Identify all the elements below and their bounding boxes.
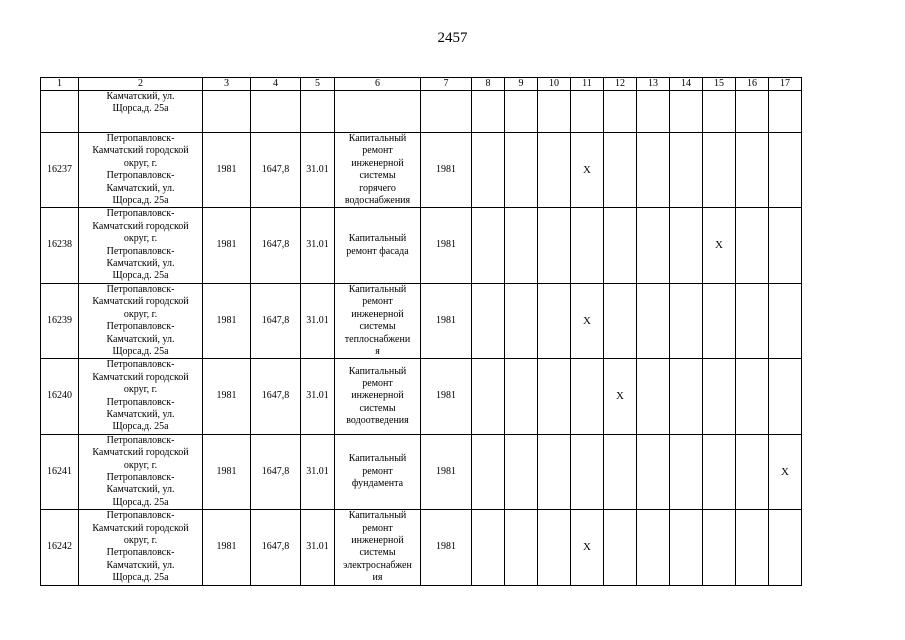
column-number-5: 5: [301, 78, 335, 91]
column-number-14: 14: [670, 78, 703, 91]
table-row: [41, 359, 802, 434]
category-code: 31.01: [301, 133, 335, 208]
table-row: [41, 208, 802, 283]
mark-cell-col-14: [670, 208, 703, 283]
cell-empty: [335, 91, 421, 133]
mark-cell-col-14: [670, 133, 703, 208]
column-number-10: 10: [538, 78, 571, 91]
mark-cell-col-10: [538, 434, 571, 509]
floor-area: 1647,8: [251, 133, 301, 208]
row-number: 16239: [41, 283, 79, 358]
register-body: [41, 78, 802, 586]
cell-empty: [41, 91, 79, 133]
mark-cell-col-16: [736, 434, 769, 509]
build-year: 1981: [203, 208, 251, 283]
address-cell: Петропавловск- Камчатский городской округ, г. Петропавловск- Камчатский, ул. Щорса,д. 25а: [79, 133, 203, 208]
mark-cell-col-17: [769, 283, 802, 358]
cell-empty: [571, 91, 604, 133]
mark-cell-col-12: X: [604, 359, 637, 434]
mark-cell-col-9: [505, 133, 538, 208]
mark-cell-col-8: [472, 359, 505, 434]
mark-cell-col-16: [736, 208, 769, 283]
work-type: Капитальный ремонт инженерной системы горячего водоснабжения: [335, 133, 421, 208]
cell-empty: [472, 91, 505, 133]
work-type: Капитальный ремонт фасада: [335, 208, 421, 283]
floor-area: 1647,8: [251, 434, 301, 509]
mark-cell-col-9: [505, 359, 538, 434]
category-code: 31.01: [301, 208, 335, 283]
mark-cell-col-8: [472, 133, 505, 208]
cell-empty: [769, 91, 802, 133]
plan-year: 1981: [421, 434, 472, 509]
continuation-row: [41, 91, 802, 133]
mark-cell-col-15: X: [703, 208, 736, 283]
column-number-4: 4: [251, 78, 301, 91]
mark-cell-col-13: [637, 359, 670, 434]
column-number-17: 17: [769, 78, 802, 91]
row-number: 16242: [41, 510, 79, 585]
mark-cell-col-10: [538, 208, 571, 283]
cell-empty: [736, 91, 769, 133]
plan-year: 1981: [421, 283, 472, 358]
table-row: [41, 510, 802, 585]
mark-cell-col-17: [769, 510, 802, 585]
cell-empty: [604, 91, 637, 133]
mark-cell-col-17: [769, 208, 802, 283]
work-type: Капитальный ремонт инженерной системы теплоснабжени я: [335, 283, 421, 358]
plan-year: 1981: [421, 208, 472, 283]
mark-cell-col-15: [703, 434, 736, 509]
mark-cell-col-13: [637, 208, 670, 283]
work-type: Капитальный ремонт инженерной системы водоотведения: [335, 359, 421, 434]
mark-cell-col-10: [538, 283, 571, 358]
mark-cell-col-12: [604, 208, 637, 283]
repair-register-table: [40, 77, 802, 586]
mark-cell-col-13: [637, 510, 670, 585]
mark-cell-col-9: [505, 510, 538, 585]
mark-cell-col-16: [736, 133, 769, 208]
mark-cell-col-10: [538, 359, 571, 434]
page-number: 2457: [437, 30, 468, 46]
category-code: 31.01: [301, 283, 335, 358]
mark-cell-col-15: [703, 283, 736, 358]
mark-cell-col-17: X: [769, 434, 802, 509]
mark-cell-col-8: [472, 510, 505, 585]
build-year: 1981: [203, 359, 251, 434]
column-number-16: 16: [736, 78, 769, 91]
mark-cell-col-14: [670, 434, 703, 509]
mark-cell-col-14: [670, 283, 703, 358]
mark-cell-col-9: [505, 434, 538, 509]
cell-empty: [703, 91, 736, 133]
mark-cell-col-8: [472, 283, 505, 358]
address-cell: Петропавловск- Камчатский городской округ, г. Петропавловск- Камчатский, ул. Щорса,д. 25а: [79, 510, 203, 585]
column-number-15: 15: [703, 78, 736, 91]
cell-empty: [670, 91, 703, 133]
build-year: 1981: [203, 510, 251, 585]
cell-empty: [203, 91, 251, 133]
address-cell: Камчатский, ул. Щорса,д. 25а: [79, 91, 203, 133]
mark-cell-col-9: [505, 283, 538, 358]
floor-area: 1647,8: [251, 510, 301, 585]
address-cell: Петропавловск- Камчатский городской округ, г. Петропавловск- Камчатский, ул. Щорса,д. 25а: [79, 434, 203, 509]
mark-cell-col-14: [670, 359, 703, 434]
cell-empty: [505, 91, 538, 133]
address-cell: Петропавловск- Камчатский городской округ, г. Петропавловск- Камчатский, ул. Щорса,д. 25а: [79, 208, 203, 283]
category-code: 31.01: [301, 510, 335, 585]
mark-cell-col-11: X: [571, 510, 604, 585]
mark-cell-col-12: [604, 434, 637, 509]
floor-area: 1647,8: [251, 283, 301, 358]
mark-cell-col-12: [604, 510, 637, 585]
column-number-row: [41, 78, 802, 91]
mark-cell-col-13: [637, 133, 670, 208]
mark-cell-col-13: [637, 283, 670, 358]
work-type: Капитальный ремонт фундамента: [335, 434, 421, 509]
cell-empty: [421, 91, 472, 133]
mark-cell-col-13: [637, 434, 670, 509]
cell-empty: [538, 91, 571, 133]
address-cell: Петропавловск- Камчатский городской округ, г. Петропавловск- Камчатский, ул. Щорса,д. 25а: [79, 359, 203, 434]
table-row: [41, 133, 802, 208]
plan-year: 1981: [421, 133, 472, 208]
mark-cell-col-15: [703, 359, 736, 434]
build-year: 1981: [203, 434, 251, 509]
mark-cell-col-11: X: [571, 133, 604, 208]
mark-cell-col-16: [736, 359, 769, 434]
mark-cell-col-8: [472, 208, 505, 283]
mark-cell-col-11: [571, 359, 604, 434]
column-number-9: 9: [505, 78, 538, 91]
mark-cell-col-17: [769, 359, 802, 434]
floor-area: 1647,8: [251, 208, 301, 283]
table-row: [41, 283, 802, 358]
mark-cell-col-9: [505, 208, 538, 283]
mark-cell-col-16: [736, 510, 769, 585]
mark-cell-col-11: [571, 208, 604, 283]
mark-cell-col-15: [703, 510, 736, 585]
mark-cell-col-16: [736, 283, 769, 358]
mark-cell-col-11: [571, 434, 604, 509]
build-year: 1981: [203, 283, 251, 358]
build-year: 1981: [203, 133, 251, 208]
column-number-2: 2: [79, 78, 203, 91]
column-number-6: 6: [335, 78, 421, 91]
mark-cell-col-15: [703, 133, 736, 208]
plan-year: 1981: [421, 359, 472, 434]
mark-cell-col-10: [538, 133, 571, 208]
row-number: 16240: [41, 359, 79, 434]
column-number-3: 3: [203, 78, 251, 91]
cell-empty: [637, 91, 670, 133]
address-cell: Петропавловск- Камчатский городской округ, г. Петропавловск- Камчатский, ул. Щорса,д. 25а: [79, 283, 203, 358]
mark-cell-col-17: [769, 133, 802, 208]
category-code: 31.01: [301, 434, 335, 509]
category-code: 31.01: [301, 359, 335, 434]
mark-cell-col-8: [472, 434, 505, 509]
floor-area: 1647,8: [251, 359, 301, 434]
column-number-11: 11: [571, 78, 604, 91]
column-number-1: 1: [41, 78, 79, 91]
mark-cell-col-12: [604, 283, 637, 358]
row-number: 16237: [41, 133, 79, 208]
mark-cell-col-12: [604, 133, 637, 208]
mark-cell-col-10: [538, 510, 571, 585]
mark-cell-col-14: [670, 510, 703, 585]
column-number-13: 13: [637, 78, 670, 91]
column-number-8: 8: [472, 78, 505, 91]
plan-year: 1981: [421, 510, 472, 585]
row-number: 16238: [41, 208, 79, 283]
column-number-12: 12: [604, 78, 637, 91]
table-row: [41, 434, 802, 509]
column-number-7: 7: [421, 78, 472, 91]
cell-empty: [251, 91, 301, 133]
mark-cell-col-11: X: [571, 283, 604, 358]
work-type: Капитальный ремонт инженерной системы электроснабжен ия: [335, 510, 421, 585]
row-number: 16241: [41, 434, 79, 509]
cell-empty: [301, 91, 335, 133]
